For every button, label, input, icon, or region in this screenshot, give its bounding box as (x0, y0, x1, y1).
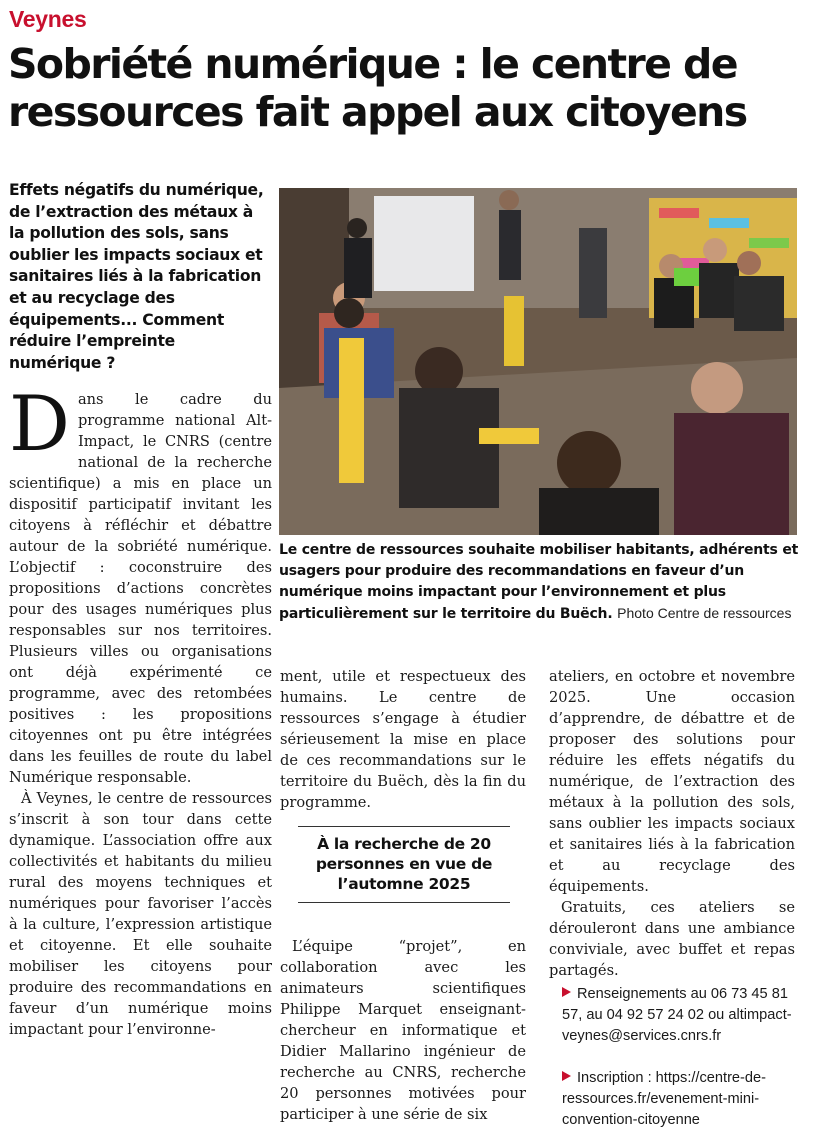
body-text-1: ans le cadre du programme national Alt-Impact, le CNRS (centre national de la recherche scientifique) a mis en place un dispositif participatif invitant les citoyens à réfléchir et débattre autour de la sobriété numérique. L’objectif : coconstruire des propositions d’actions concrètes pour des usages numériques plus responsables sur nos territoires. Plusieurs villes ou organisations ont déjà expérimenté ce programme, avec des retombées positives : les propositions citoyennes ont pu être intégrées dans les feuilles de route du label Numérique responsable. (9, 391, 272, 786)
dropcap: D (9, 379, 70, 468)
column-1 (9, 379, 272, 1040)
contact-text: Renseignements au 06 73 45 81 57, au 04 92 57 24 02 ou altimpact-veynes@services.cnrs.fr (562, 986, 792, 1044)
subheading: À la recherche de 20 personnes en vue de l’automne 2025 (298, 826, 510, 903)
body-paragraph-4: L’équipe “projet”, en collaboration avec les animateurs scientifiques Philippe Marquet enseignant-chercheur en informatique et Didier Mallarino ingénieur de recherche au CNRS, recherche 20 personnes motivées pour participer à une série de six (280, 938, 526, 1123)
column-2 (280, 666, 526, 813)
bullet-arrow-icon (562, 987, 571, 997)
headline: Sobriété numérique : le centre de ressources fait appel aux citoyens (8, 40, 747, 136)
section-kicker: Veynes (9, 6, 87, 32)
column-3 (549, 666, 795, 981)
photo-credit: Photo Centre de ressources (617, 605, 792, 621)
article-photo (279, 188, 797, 535)
lead-paragraph: Effets négatifs du numérique, de l’extraction des métaux à la pollution des sols, sans oublier les impacts sociaux et sanitaires liés à la fabrication et au recyclage des équipements... Comment réduire l’empreinte numérique ? (9, 181, 264, 372)
column-2b (280, 936, 526, 1125)
body-paragraph-5: ateliers, en octobre et novembre 2025. Une occasion d’apprendre, de débattre et de proposer des solutions pour réduire les effets négatifs du numérique, de l’extraction des métaux à la pollution des sols, sans oublier les impacts sociaux et sanitaires liés à la fabrication et au recyclage des équipements. (549, 668, 795, 895)
body-paragraph-6: Gratuits, ces ateliers se dérouleront dans une ambiance conviviale, avec buffet et repas partagés. (549, 899, 795, 979)
caption-text: Le centre de ressources souhaite mobiliser habitants, adhérents et usagers pour produire des recommandations en faveur d’un numérique moins impactant pour l’environnement et plus particulièrement sur le territoire du Buëch. (279, 542, 799, 622)
body-paragraph-2: À Veynes, le centre de ressources s’inscrit à son tour dans cette dynamique. L’association offre aux collectivités et habitants du milieu rural des moyens techniques et numériques pour favoriser l’accès à la culture, l’expression artistique et citoyenne. Et elle souhaite mobiliser les citoyens pour produire des recommandations en faveur d’un numérique moins impactant pour l’environne- (9, 790, 272, 1038)
bullet-arrow-icon (562, 1071, 571, 1081)
photo-caption (279, 540, 804, 625)
body-paragraph-1 (9, 379, 272, 788)
signup-text: Inscription : https://centre-de-ressources.fr/evenement-mini-convention-citoyenne (562, 1070, 766, 1128)
info-signup (562, 1068, 807, 1131)
info-contact (562, 984, 807, 1047)
body-paragraph-3: ment, utile et respectueux des humains. Le centre de ressources s’engage à étudier sérieusement la mise en place de ces recommandations sur le territoire du Buëch, dès la fin du programme. (280, 668, 526, 811)
